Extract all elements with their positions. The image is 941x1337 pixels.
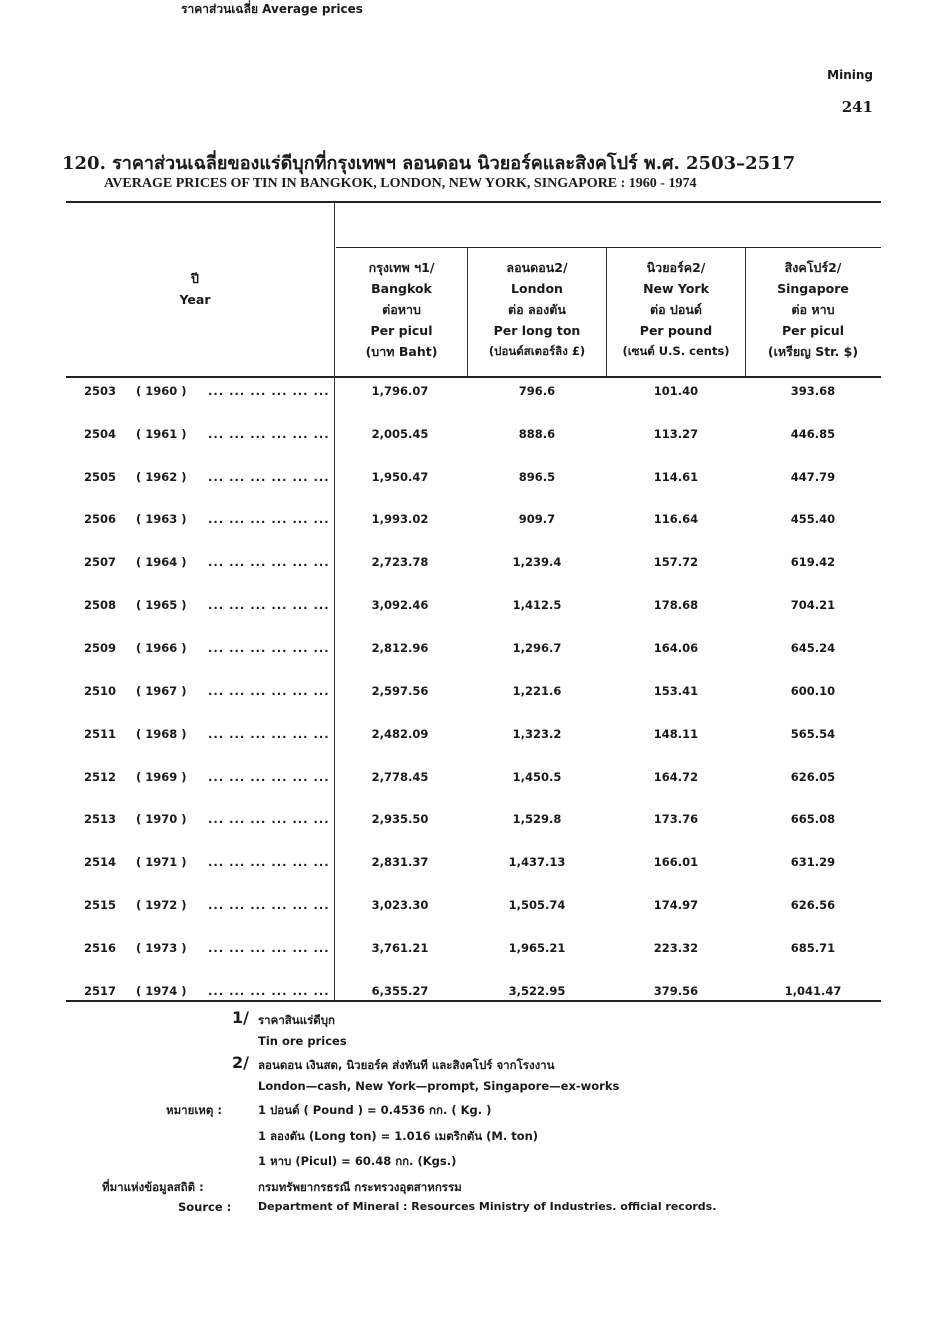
section-label: Mining: [827, 68, 873, 82]
column-header-singapore: สิงคโปร์2/ Singapore ต่อ หาบ Per picul (เหรียญ Str. $): [767, 260, 859, 359]
footnote-2-english: London—cash, New York—prompt, Singapore—ex-works: [258, 1079, 620, 1093]
avg-header-rule: [336, 247, 881, 248]
table-row: 2510 ( 1967 ) ... ... ... ... ... ... 2,597.56 1,221.6 153.41 600.10: [84, 684, 836, 698]
table-top-rule: [66, 201, 881, 203]
year-header: [130, 268, 260, 310]
footnote-1-thai: ราคาสินแร่ดีบุก: [258, 1013, 335, 1027]
source-label-thai: ที่มาแห่งข้อมูลสถิติ :: [102, 1180, 204, 1194]
footnote-1-english: Tin ore prices: [258, 1034, 347, 1048]
source-english: Department of Mineral : Resources Ministry of Industries. official records.: [258, 1200, 717, 1213]
year-header-english: Year: [179, 292, 211, 307]
source-thai: กรมทรัพยากรธรณี กระทรวงอุตสาหกรรม: [258, 1180, 462, 1194]
table-title-thai: 120. ราคาส่วนเฉลี่ยของแร่ดีบุกที่กรุงเทพฯ ลอนดอน นิวยอร์คและสิงคโปร์ พ.ศ. 2503–2517: [62, 153, 796, 174]
table-row: 2505 ( 1962 ) ... ... ... ... ... ... 1,950.47 896.5 114.61 447.79: [84, 470, 836, 484]
remark-pound: 1 ปอนด์ ( Pound ) = 0.4536 กก. ( Kg. ): [258, 1103, 492, 1117]
table-row: 2512 ( 1969 ) ... ... ... ... ... ... 2,778.45 1,450.5 164.72 626.05: [84, 770, 836, 784]
table-row: 2508 ( 1965 ) ... ... ... ... ... ... 3,092.46 1,412.5 178.68 704.21: [84, 598, 836, 612]
remark-picul: 1 หาบ (Picul) = 60.48 กก. (Kgs.): [258, 1154, 457, 1168]
footnote-2-mark: 2/: [232, 1053, 249, 1072]
average-prices-header: ราคาส่วนเฉลี่ย Average prices: [181, 2, 363, 16]
table-row: 2509 ( 1966 ) ... ... ... ... ... ... 2,812.96 1,296.7 164.06 645.24: [84, 641, 836, 655]
table-row: 2513 ( 1970 ) ... ... ... ... ... ... 2,935.50 1,529.8 173.76 665.08: [84, 812, 836, 826]
table-row: 2514 ( 1971 ) ... ... ... ... ... ... 2,831.37 1,437.13 166.01 631.29: [84, 855, 836, 869]
table-row: 2504 ( 1961 ) ... ... ... ... ... ... 2,005.45 888.6 113.27 446.85: [84, 427, 836, 441]
table-row: 2515 ( 1972 ) ... ... ... ... ... ... 3,023.30 1,505.74 174.97 626.56: [84, 898, 836, 912]
column-header-new-york: นิวยอร์ค2/ New York ต่อ ปอนด์ Per pound (เซนต์ U.S. cents): [622, 260, 730, 358]
page-number: 241: [841, 98, 873, 116]
table-row: 2503 ( 1960 ) ... ... ... ... ... ... 1,796.07 796.6 101.40 393.68: [84, 384, 836, 398]
column-header-london: ลอนดอน2/ London ต่อ ลองตัน Per long ton (ปอนด์สเตอร์ลิง £): [488, 260, 586, 358]
table-row: 2506 ( 1963 ) ... ... ... ... ... ... 1,993.02 909.7 116.64 455.40: [84, 512, 836, 526]
table-row: 2517 ( 1974 ) ... ... ... ... ... ... 6,355.27 3,522.95 379.56 1,041.47: [84, 984, 842, 998]
column-header-bangkok: กรุงเทพ ฯ1/ Bangkok ต่อหาบ Per picul (บาท Baht): [365, 260, 438, 359]
footnote-1-mark: 1/: [232, 1008, 249, 1027]
table-row: 2516 ( 1973 ) ... ... ... ... ... ... 3,761.21 1,965.21 223.32 685.71: [84, 941, 836, 955]
source-label-english: Source :: [178, 1200, 232, 1214]
table-row: 2511 ( 1968 ) ... ... ... ... ... ... 2,482.09 1,323.2 148.11 565.54: [84, 727, 836, 741]
table-row: 2507 ( 1964 ) ... ... ... ... ... ... 2,723.78 1,239.4 157.72 619.42: [84, 555, 836, 569]
remark-long-ton: 1 ลองตัน (Long ton) = 1.016 เมตริกตัน (M. ton): [258, 1129, 539, 1143]
footnote-2-thai: ลอนดอน เงินสด, นิวยอร์ค ส่งทันที และสิงคโปร์ จากโรงงาน: [258, 1058, 555, 1072]
remark-label: หมายเหตุ :: [166, 1103, 222, 1117]
table-title-english: AVERAGE PRICES OF TIN IN BANGKOK, LONDON, NEW YORK, SINGAPORE : 1960 - 1974: [104, 176, 697, 191]
header-bottom-rule: [66, 376, 881, 378]
year-header-thai: ปี: [191, 271, 199, 286]
